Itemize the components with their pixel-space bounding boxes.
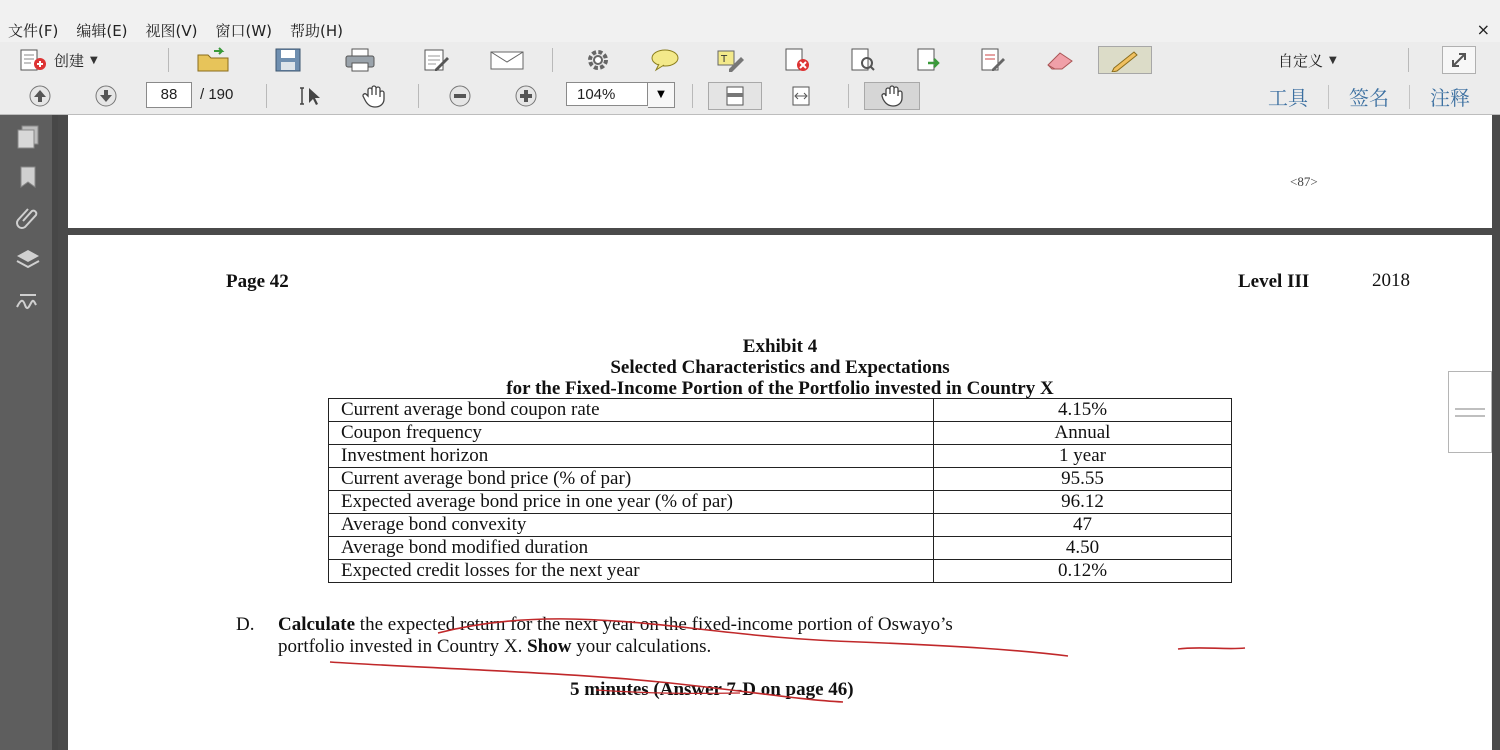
- edit-form-icon: [978, 47, 1008, 73]
- zoom-in-icon: [512, 84, 540, 108]
- exhibit-heading: [330, 336, 1230, 399]
- save-icon: [273, 47, 303, 73]
- comment-button[interactable]: [646, 46, 684, 74]
- export-page-icon: [914, 47, 944, 73]
- fit-page-button[interactable]: [708, 82, 762, 110]
- row-value: Annual: [934, 422, 1232, 445]
- open-button[interactable]: [194, 46, 234, 74]
- create-label: 创建: [54, 51, 85, 70]
- next-page-button[interactable]: [88, 82, 124, 110]
- minutes-note: 5 minutes (Answer 7-D on page 46): [570, 679, 854, 700]
- table-row: [329, 514, 1232, 537]
- row-label: Current average bond coupon rate: [329, 399, 934, 422]
- zoom-dropdown-button[interactable]: [648, 82, 675, 108]
- row-label: Expected credit losses for the next year: [329, 560, 934, 583]
- layers-icon[interactable]: [12, 243, 44, 275]
- zoom-out-button[interactable]: [442, 82, 478, 110]
- close-icon[interactable]: ×: [1476, 20, 1490, 39]
- hand-icon: [359, 84, 389, 108]
- eraser-icon: [1044, 47, 1078, 73]
- edit-document-button[interactable]: [418, 46, 454, 74]
- menu-view[interactable]: 视图(V): [145, 22, 198, 40]
- hand-icon: [878, 85, 906, 107]
- fit-width-icon: [788, 85, 814, 107]
- year-label: 2018: [1372, 270, 1410, 291]
- toolbar-divider: [168, 48, 169, 72]
- menu-items: [8, 20, 343, 42]
- row-value: 96.12: [934, 491, 1232, 514]
- comment-icon: [649, 47, 681, 73]
- chevron-down-icon: ▼: [657, 89, 665, 100]
- table-row: [329, 445, 1232, 468]
- main-toolbar: [0, 42, 1500, 79]
- question-verb: Calculate: [278, 614, 356, 635]
- delete-page-icon: [782, 47, 812, 73]
- pencil-button[interactable]: [1098, 46, 1152, 74]
- edit-document-icon: [421, 47, 451, 73]
- toolbar-divider: [692, 84, 693, 108]
- exhibit-subtitle: Selected Characteristics and Expectations: [610, 357, 950, 378]
- expand-button[interactable]: [1442, 46, 1476, 74]
- svg-text:T: T: [721, 54, 728, 65]
- table-row: [329, 560, 1232, 583]
- panel-links: [1248, 82, 1490, 111]
- table-row: [329, 537, 1232, 560]
- expand-icon: [1447, 50, 1471, 70]
- hand-tool-button[interactable]: [356, 82, 392, 110]
- row-value: 95.55: [934, 468, 1232, 491]
- search-page-button[interactable]: [846, 46, 880, 74]
- menu-file[interactable]: 文件(F): [8, 22, 59, 40]
- exhibit-title: Exhibit 4: [742, 336, 818, 357]
- delete-page-button[interactable]: [780, 46, 814, 74]
- row-label: Current average bond price (% of par): [329, 468, 934, 491]
- page-number-input[interactable]: 88: [146, 82, 192, 108]
- menu-window[interactable]: 窗口(W): [215, 22, 273, 40]
- side-panel-handle[interactable]: [1448, 371, 1492, 453]
- grip-line: [1455, 415, 1485, 417]
- menu-bar: [0, 0, 1500, 43]
- row-label: Coupon frequency: [329, 422, 934, 445]
- select-tool-button[interactable]: [294, 82, 328, 110]
- table-row: [329, 422, 1232, 445]
- open-folder-icon: [196, 47, 232, 73]
- zoom-level-input[interactable]: 104%: [566, 82, 648, 106]
- edit-form-button[interactable]: [976, 46, 1010, 74]
- toolbar-divider: [1408, 48, 1409, 72]
- signature-icon[interactable]: [12, 285, 44, 317]
- search-page-icon: [848, 47, 878, 73]
- row-label: Expected average bond price in one year (% of par): [329, 491, 934, 514]
- page-total-label: / 190: [200, 86, 234, 103]
- table-row: [329, 491, 1232, 514]
- create-icon: [18, 47, 48, 73]
- arrow-down-icon: [92, 84, 120, 108]
- zoom-out-icon: [446, 84, 474, 108]
- question-text: [278, 614, 1288, 658]
- zoom-in-button[interactable]: [508, 82, 544, 110]
- row-value: 0.12%: [934, 560, 1232, 583]
- question-line-2: portfolio invested in Country X.: [278, 636, 528, 657]
- exhibit-subtitle: for the Fixed-Income Portion of the Portfolio invested in Country X: [506, 378, 1054, 399]
- row-value: 1 year: [934, 445, 1232, 468]
- row-value: 4.50: [934, 537, 1232, 560]
- left-navigation-panel: [0, 115, 58, 750]
- pencil-icon: [1108, 48, 1142, 72]
- customize-label: 自定义: [1278, 51, 1324, 70]
- page-label: Page 42: [226, 271, 289, 292]
- previous-page-button[interactable]: [22, 82, 58, 110]
- email-icon: [488, 47, 526, 73]
- fit-width-button[interactable]: [784, 82, 818, 110]
- table-row: [329, 399, 1232, 422]
- row-label: Average bond convexity: [329, 514, 934, 537]
- grip-line: [1455, 408, 1485, 410]
- read-mode-button[interactable]: [864, 82, 920, 110]
- attachment-icon[interactable]: [12, 201, 44, 233]
- save-button[interactable]: [270, 46, 306, 74]
- exhibit-table: [328, 398, 1232, 583]
- row-value: 4.15%: [934, 399, 1232, 422]
- toolbar-divider: [552, 48, 553, 72]
- menu-edit[interactable]: 编辑(E): [76, 22, 128, 40]
- question-letter: D.: [236, 614, 255, 635]
- tools-link[interactable]: 工具: [1268, 86, 1308, 110]
- menu-help[interactable]: 帮助(H): [290, 22, 344, 40]
- select-cursor-icon: [296, 84, 326, 108]
- question-show: Show: [527, 636, 572, 657]
- previous-page-bottom: [68, 115, 1492, 228]
- fit-page-icon: [722, 85, 748, 107]
- arrow-up-icon: [26, 84, 54, 108]
- row-value: 47: [934, 514, 1232, 537]
- sign-link[interactable]: 签名: [1349, 86, 1389, 110]
- settings-button[interactable]: [580, 46, 616, 74]
- export-page-button[interactable]: [912, 46, 946, 74]
- chevron-down-icon: ▼: [90, 54, 98, 66]
- settings-icon: [584, 47, 612, 73]
- highlight-text-button[interactable]: [712, 46, 750, 74]
- print-button[interactable]: [340, 46, 380, 74]
- eraser-button[interactable]: [1042, 46, 1080, 74]
- chevron-down-icon: ▼: [1329, 54, 1337, 66]
- bookmark-icon[interactable]: [12, 161, 44, 193]
- previous-page-number: <87>: [1290, 174, 1318, 189]
- page-thumbnails-icon[interactable]: [12, 121, 44, 153]
- row-label: Average bond modified duration: [329, 537, 934, 560]
- question-line-3: your calculations.: [571, 636, 712, 657]
- create-button[interactable]: [18, 46, 98, 74]
- level-label: Level III: [1238, 271, 1310, 292]
- print-icon: [343, 47, 377, 73]
- email-button[interactable]: [486, 46, 528, 74]
- toolbar-divider: [848, 84, 849, 108]
- navigation-toolbar: [0, 78, 1500, 115]
- table-row: [329, 468, 1232, 491]
- row-label: Investment horizon: [329, 445, 934, 468]
- highlight-text-icon: [715, 47, 747, 73]
- toolbar-divider: [266, 84, 267, 108]
- customize-dropdown[interactable]: [1272, 46, 1337, 74]
- toolbar-divider: [418, 84, 419, 108]
- question-line-1: the expected return for the next year on the fixed-income portion of Oswayo’s: [355, 614, 953, 635]
- comment-link[interactable]: 注释: [1430, 86, 1470, 110]
